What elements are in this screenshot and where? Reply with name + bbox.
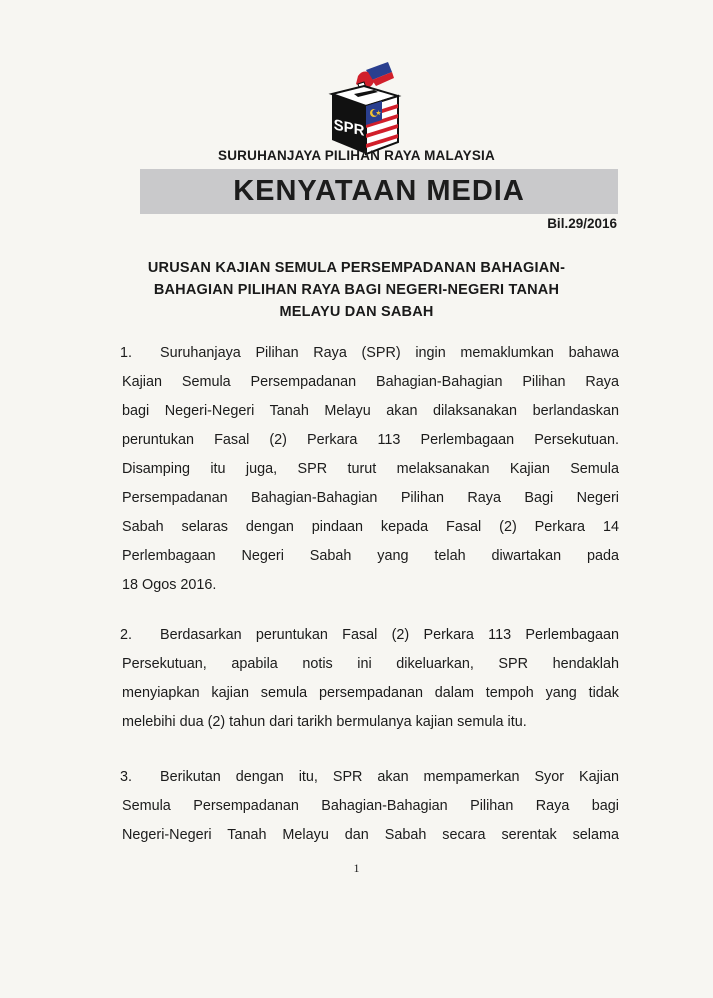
paragraph-line: menyiapkan kajian semula persempadanan dalam tempoh yang tidak bbox=[122, 685, 619, 701]
paragraph-line: Berikutan dengan itu, SPR akan mempamerkan Syor Kajian bbox=[160, 769, 619, 785]
spr-logo-icon bbox=[318, 58, 410, 158]
headline-line: URUSAN KAJIAN SEMULA PERSEMPADANAN BAHAGIAN- bbox=[147, 260, 566, 276]
paragraph-2 bbox=[122, 621, 619, 737]
statement-headline bbox=[100, 257, 613, 323]
paragraph-line: Suruhanjaya Pilihan Raya (SPR) ingin memaklumkan bahawa bbox=[160, 345, 619, 361]
paragraph-line: Disamping itu juga, SPR turut melaksanakan Kajian Semula bbox=[122, 461, 619, 477]
paragraph-line: Kajian Semula Persempadanan Bahagian-Bahagian Pilihan Raya bbox=[122, 374, 619, 390]
reference-number: Bil.29/2016 bbox=[547, 216, 617, 231]
paragraph-line: Persekutuan, apabila notis ini dikeluarkan, SPR hendaklah bbox=[122, 656, 619, 672]
paragraph-line: Perlembagaan Negeri Sabah yang telah diwartakan pada bbox=[122, 548, 619, 564]
paragraph-line: Persempadanan Bahagian-Bahagian Pilihan Raya Bagi Negeri bbox=[122, 490, 619, 506]
headline-line: MELAYU DAN SABAH bbox=[279, 304, 434, 320]
headline-line: BAHAGIAN PILIHAN RAYA BAGI NEGERI-NEGERI TANAH bbox=[153, 282, 560, 298]
paragraph-line: Negeri-Negeri Tanah Melayu dan Sabah secara serentak selama bbox=[122, 827, 619, 843]
paragraph-line: Berdasarkan peruntukan Fasal (2) Perkara 113 Perlembagaan bbox=[160, 627, 619, 643]
paragraph-number: 3. bbox=[120, 769, 133, 785]
svg-text:SPR: SPR bbox=[333, 116, 365, 140]
page-number: 1 bbox=[353, 861, 360, 875]
paragraph-line: bagi Negeri-Negeri Tanah Melayu akan dilaksanakan berlandaskan bbox=[122, 403, 619, 419]
organization-name: SURUHANJAYA PILIHAN RAYA MALAYSIA bbox=[218, 148, 495, 163]
paragraph-line: Sabah selaras dengan pindaan kepada Fasal (2) Perkara 14 bbox=[122, 519, 619, 535]
paragraph-1 bbox=[122, 339, 619, 600]
paragraph-3 bbox=[122, 763, 619, 850]
paragraph-line: peruntukan Fasal (2) Perkara 113 Perlembagaan Persekutuan. bbox=[122, 432, 619, 448]
paragraph-number: 2. bbox=[120, 627, 133, 643]
paragraph-line: melebihi dua (2) tahun dari tarikh bermulanya kajian semula itu. bbox=[122, 714, 527, 730]
media-statement-banner bbox=[140, 169, 618, 214]
paragraph-line: Semula Persempadanan Bahagian-Bahagian Pilihan Raya bagi bbox=[122, 798, 619, 814]
paragraph-number: 1. bbox=[120, 345, 133, 361]
paragraph-line: 18 Ogos 2016. bbox=[122, 577, 217, 593]
banner-title: KENYATAAN MEDIA bbox=[233, 175, 525, 207]
